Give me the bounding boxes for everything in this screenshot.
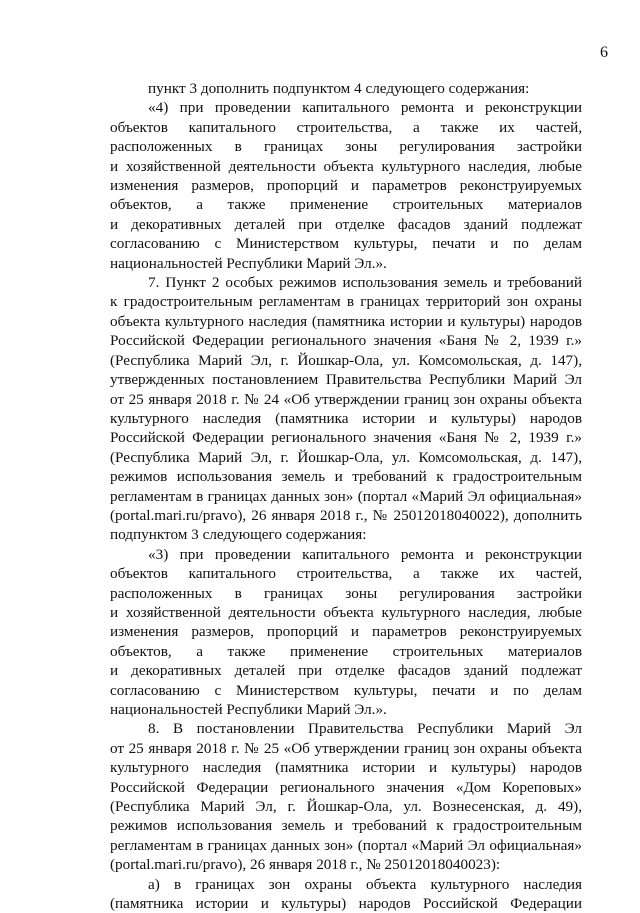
text-line: (памятника истории и культуры) народов Российской Федерации	[110, 895, 582, 913]
text-line: «4) при проведении капитального ремонта и реконструкции	[148, 99, 582, 117]
text-line: регламентам в границах данных зон» (портал «Марий Эл официальная»	[110, 487, 582, 505]
text-line: объекта культурного наследия (памятника истории и культуры) народов	[110, 312, 582, 330]
text-line: а) в границах зон охраны объекта культурного наследия	[148, 875, 582, 893]
paragraph	[110, 719, 582, 874]
text-line: (Республика Марий Эл, г. Йошкар-Ола, ул. Комсомольская, д. 147),	[110, 448, 582, 466]
text-line: объектов, а также применение строительных материалов	[110, 642, 582, 660]
text-line: расположенных в границах зоны регулирования застройки	[110, 584, 582, 602]
text-line: к градостроительным регламентам в границах территорий зон охраны	[110, 293, 582, 311]
paragraph	[110, 98, 582, 273]
text-line: культурного наследия (памятника истории и культуры) народов	[110, 409, 582, 427]
text-line: и декоративных деталей при отделке фасадов зданий подлежат	[110, 662, 582, 680]
text-line: расположенных в границах зоны регулирования застройки	[110, 138, 582, 156]
text-line: изменения размеров, пропорций и параметров реконструируемых	[110, 623, 582, 641]
text-line: и хозяйственной деятельности объекта культурного наследия, любые	[110, 603, 582, 621]
text-line: объектов капитального строительства, а также их частей,	[110, 565, 582, 583]
text-line: подпунктом 3 следующего содержания:	[110, 526, 367, 544]
text-line: режимов использования земель и требований к градостроительным	[110, 817, 582, 835]
text-line: режимов использования земель и требований к градостроительным	[110, 468, 582, 486]
text-line: регламентам в границах данных зон» (портал «Марий Эл официальная»	[110, 836, 582, 854]
text-line: культурного наследия (памятника истории и культуры) народов	[110, 759, 582, 777]
text-line: 7. Пункт 2 особых режимов использования земель и требований	[148, 274, 582, 292]
page-number: 6	[600, 44, 608, 61]
text-line: (portal.mari.ru/pravo), 26 января 2018 г., № 25012018040023):	[110, 856, 501, 874]
text-line: и хозяйственной деятельности объекта культурного наследия, любые	[110, 157, 582, 175]
paragraph	[110, 875, 582, 913]
paragraph	[110, 273, 582, 545]
text-line: национальностей Республики Марий Эл.».	[110, 701, 387, 718]
text-line: от 25 января 2018 г. № 25 «Об утверждении границ зон охраны объекта	[110, 739, 582, 757]
text-line: утвержденных постановлением Правительства Республики Марий Эл	[110, 371, 582, 389]
text-line: Российской Федерации регионального значения «Баня № 2, 1939 г.»	[110, 429, 582, 447]
text-line: 8. В постановлении Правительства Республики Марий Эл	[148, 720, 582, 738]
text-line: согласованию с Министерством культуры, печати и по делам	[110, 235, 582, 253]
text-line: и декоративных деталей при отделке фасадов зданий подлежат	[110, 215, 582, 233]
paragraph	[110, 79, 582, 98]
text-line: согласованию с Министерством культуры, печати и по делам	[110, 681, 582, 699]
text-line: национальностей Республики Марий Эл.».	[110, 254, 387, 272]
text-line: (Республика Марий Эл, г. Йошкар-Ола, ул. Комсомольская, д. 147),	[110, 351, 582, 369]
text-line: «3) при проведении капитального ремонта и реконструкции	[148, 545, 582, 563]
text-line: изменения размеров, пропорций и параметров реконструируемых	[110, 177, 582, 195]
text-line: от 25 января 2018 г. № 24 «Об утверждении границ зон охраны объекта	[110, 390, 582, 408]
text-line: Российской Федерации регионального значения «Баня № 2, 1939 г.»	[110, 332, 582, 350]
text-line: (portal.mari.ru/pravo), 26 января 2018 г., № 25012018040022), дополнить	[110, 506, 582, 524]
text-line: (Республика Марий Эл, г. Йошкар-Ола, ул. Вознесенская, д. 49),	[110, 798, 582, 816]
text-line: Российской Федерации регионального значения «Дом Кореповых»	[110, 778, 582, 796]
text-line: пункт 3 дополнить подпунктом 4 следующего содержания:	[148, 80, 530, 97]
document-body	[110, 79, 582, 913]
paragraph	[110, 545, 582, 720]
text-line: объектов, а также применение строительных материалов	[110, 196, 582, 214]
text-line: объектов капитального строительства, а также их частей,	[110, 118, 582, 136]
